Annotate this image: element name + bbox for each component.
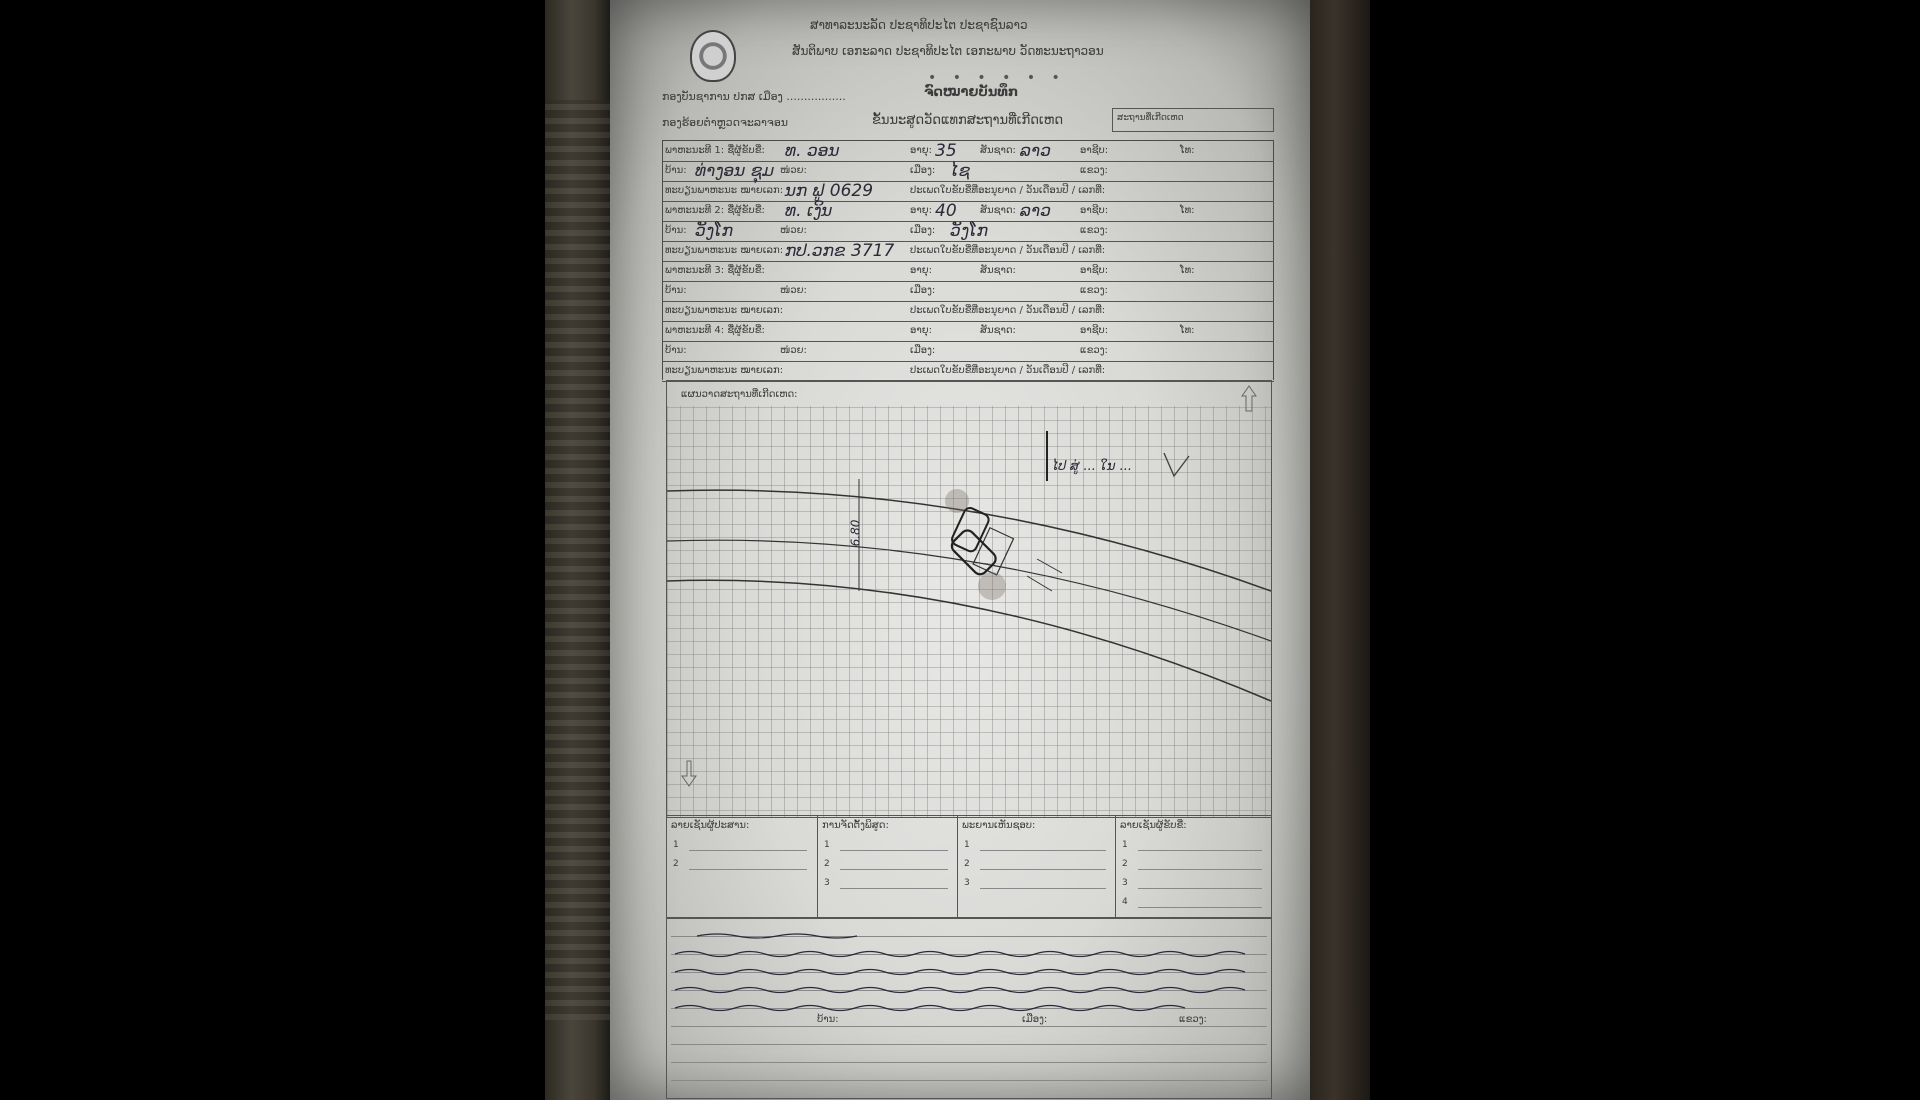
department-line-1: ກອງບັນຊາການ ປກສ ເມືອງ .................: [662, 90, 846, 103]
narrative-line: [671, 1026, 1267, 1027]
footer-province-label: ແຂວງ:: [1179, 1014, 1207, 1025]
vehicle-2-plate-label: ທະບຽນພາຫະນະ ໝາຍເລກ:: [665, 245, 784, 256]
vehicle-1-village: ທ່າງອນ ຊຸມ: [695, 161, 775, 181]
signature-line: [689, 850, 807, 851]
vehicle-2-district: ວັງໂກ: [950, 221, 989, 241]
signature-line: [840, 850, 948, 851]
vehicle-3-row-divider: [662, 321, 1274, 322]
signature-line-number: 1: [964, 840, 970, 850]
footer-district-label: ເມືອງ:: [1022, 1014, 1048, 1025]
vehicle-4-age-label: ອາຍຸ:: [910, 325, 932, 336]
vehicle-2-phone-label: ໂທ:: [1180, 205, 1195, 216]
vehicle-2-village: ວັງໂກ: [695, 221, 734, 241]
vehicle-3-occupation-label: ອາຊີບ:: [1080, 265, 1109, 276]
vehicle-2-owner-label: ພາຫະນະທີ 2: ຊື່ຜູ້ຂັບຂີ່:: [665, 205, 765, 216]
signature-column: [817, 816, 958, 918]
vehicle-3-owner-label: ພາຫະນະທີ 3: ຊື່ຜູ້ຂັບຂີ່:: [665, 265, 765, 276]
vehicle-3-village-label: ບ້ານ:: [665, 285, 687, 296]
signature-line-number: 2: [1122, 859, 1128, 869]
signature-line: [689, 869, 807, 870]
vehicle-2-unit-label: ໜ່ວຍ:: [780, 225, 807, 236]
vehicle-4-unit-label: ໜ່ວຍ:: [780, 345, 807, 356]
signature-line-number: 1: [1122, 840, 1128, 850]
narrative-line: [671, 1062, 1267, 1063]
vehicle-2-license-label: ປະເພດໃບຂັບຂີ່ທີ່ອະນຸຍາດ / ວັນເດືອນປີ / ເລກທີ່:: [910, 245, 1106, 256]
vehicle-3-age-label: ອາຍຸ:: [910, 265, 932, 276]
table-left-border: [662, 140, 663, 380]
vehicle-3-license-label: ປະເພດໃບຂັບຂີ່ທີ່ອະນຸຍາດ / ວັນເດືອນປີ / ເລກທີ່:: [910, 305, 1106, 316]
vehicle-4-phone-label: ໂທ:: [1180, 325, 1195, 336]
signature-line: [980, 850, 1106, 851]
vehicle-2-province-label: ແຂວງ:: [1080, 225, 1108, 236]
signature-line: [1138, 888, 1262, 889]
signature-line-number: 1: [824, 840, 830, 850]
vehicle-1-plate: ນກ ຟູ 0629: [785, 181, 874, 201]
form-subtitle: ຂັ້ນນະສູດວັດແທກສະຖານທີ່ເກີດເຫດ: [872, 113, 1064, 128]
signature-line-number: 2: [673, 859, 679, 869]
vehicle-1-nationality-label: ສັນຊາດ:: [980, 145, 1016, 156]
narrative-line: [671, 1044, 1267, 1045]
vehicle-2-plate: ກປ.ວກຂ 3717: [785, 241, 895, 261]
narrative-section: [666, 917, 1272, 1099]
vehicle-4-village-label: ບ້ານ:: [665, 345, 687, 356]
vehicle-3-nationality-label: ສັນຊາດ:: [980, 265, 1016, 276]
vehicle-1-license-label: ປະເພດໃບຂັບຂີ່ທີ່ອະນຸຍາດ / ວັນເດືອນປີ / ເລກທີ່:: [910, 185, 1106, 196]
table-top-border: [662, 140, 1274, 141]
vehicle-4-row-divider: [662, 361, 1274, 362]
vehicle-3-district-label: ເມືອງ:: [910, 285, 936, 296]
vehicle-2-age-label: ອາຍຸ:: [910, 205, 932, 216]
vehicle-1-province-label: ແຂວງ:: [1080, 165, 1108, 176]
header-dots: • • • • • •: [928, 70, 1066, 86]
scene-diagram-grid: [666, 380, 1272, 818]
vehicle-2-driver: ທ. ເງິນ: [785, 201, 833, 221]
diagram-label: ແຜນວາດສະຖານທີ່ເກີດເຫດ:: [681, 389, 798, 400]
vehicle-3-plate-label: ທະບຽນພາຫະນະ ໝາຍເລກ:: [665, 305, 784, 316]
vehicle-3-row-divider: [662, 281, 1274, 282]
signature-column-label: ລາຍເຊັນຜູ້ປະສານ:: [671, 820, 750, 831]
vehicle-3-province-label: ແຂວງ:: [1080, 285, 1108, 296]
vehicle-2-age: 40: [935, 201, 957, 221]
vehicle-4-owner-label: ພາຫະນະທີ 4: ຊື່ຜູ້ຂັບຂີ່:: [665, 325, 765, 336]
table-right-border: [1273, 140, 1274, 380]
vehicle-3-phone-label: ໂທ:: [1180, 265, 1195, 276]
signature-line-number: 4: [1122, 897, 1128, 907]
vehicle-1-unit-label: ໜ່ວຍ:: [780, 165, 807, 176]
signature-column-label: ພະຍານເຫັນຊອບ:: [962, 820, 1036, 831]
handwritten-narrative: [667, 924, 1271, 1024]
vehicle-2-nationality: ລາວ: [1020, 201, 1051, 221]
signature-column-label: ການຈັດຕັ້ງພິສູດ:: [822, 820, 889, 831]
signature-line-number: 2: [964, 859, 970, 869]
signature-column: [957, 816, 1116, 918]
background-board: [1305, 0, 1370, 1100]
signature-line-number: 3: [1122, 878, 1128, 888]
vehicle-2-row-divider: [662, 241, 1274, 242]
signature-line: [980, 888, 1106, 889]
stamp-label: ສະຖານທີ່ເກີດເຫດ: [1117, 113, 1184, 123]
signature-column: [667, 816, 817, 918]
header-line-1: ສາທາລະນະລັດ ປະຊາທິປະໄຕ ປະຊາຊົນລາວ: [810, 18, 1028, 32]
vehicle-2-nationality-label: ສັນຊາດ:: [980, 205, 1016, 216]
vehicle-1-nationality: ລາວ: [1020, 141, 1051, 161]
vehicle-2-row-divider: [662, 261, 1274, 262]
debris-mark: [978, 572, 1006, 600]
vehicle-1-plate-label: ທະບຽນພາຫະນະ ໝາຍເລກ:: [665, 185, 784, 196]
vehicle-1-driver: ທ. ວອນ: [785, 141, 840, 161]
vehicle-3-row-divider: [662, 301, 1274, 302]
vehicle-2-occupation-label: ອາຊີບ:: [1080, 205, 1109, 216]
header-line-2: ສັນຕິພາບ ເອກະລາດ ປະຊາທິປະໄຕ ເອກະພາບ ວັດທະນະຖາວອນ: [792, 44, 1104, 58]
signature-line-number: 1: [673, 840, 679, 850]
signature-line: [1138, 907, 1262, 908]
accident-report-form: [610, 0, 1310, 1100]
vehicle-1-phone-label: ໂທ:: [1180, 145, 1195, 156]
vehicle-4-province-label: ແຂວງ:: [1080, 345, 1108, 356]
vehicle-2-village-label: ບ້ານ:: [665, 225, 687, 236]
signature-table: [666, 815, 1272, 919]
signature-line: [840, 888, 948, 889]
vehicle-1-owner-label: ພາຫະນະທີ 1: ຊື່ຜູ້ຂັບຂີ່:: [665, 145, 765, 156]
vehicle-1-occupation-label: ອາຊີບ:: [1080, 145, 1109, 156]
signature-line-number: 3: [824, 878, 830, 888]
signature-column: [1115, 816, 1272, 918]
vehicle-1-district: ໄຊ: [950, 161, 970, 181]
signature-line-number: 3: [964, 878, 970, 888]
form-title: ຈົດໝາຍບັນທຶກ: [924, 85, 1019, 100]
vehicle-1-row-divider: [662, 201, 1274, 202]
government-seal-icon: [690, 30, 736, 82]
vehicle-4-row-divider: [662, 341, 1274, 342]
signature-line-number: 2: [824, 859, 830, 869]
vehicle-3-unit-label: ໜ່ວຍ:: [780, 285, 807, 296]
stamp-box: [1112, 108, 1274, 132]
vehicle-4-nationality-label: ສັນຊາດ:: [980, 325, 1016, 336]
vehicle-4-district-label: ເມືອງ:: [910, 345, 936, 356]
vehicle-4-license-label: ປະເພດໃບຂັບຂີ່ທີ່ອະນຸຍາດ / ວັນເດືອນປີ / ເລກທີ່:: [910, 365, 1106, 376]
department-line-2: ກອງຮ້ອຍຕຳຫຼວດຈະລາຈອນ: [662, 116, 789, 129]
signature-line: [1138, 869, 1262, 870]
vehicle-1-district-label: ເມືອງ:: [910, 165, 936, 176]
narrative-line: [671, 1080, 1267, 1081]
vehicle-4-occupation-label: ອາຊີບ:: [1080, 325, 1109, 336]
vehicle-1-age: 35: [935, 141, 957, 161]
vehicle-1-village-label: ບ້ານ:: [665, 165, 687, 176]
vehicle-1-row-divider: [662, 181, 1274, 182]
vehicle-1-age-label: ອາຍຸ:: [910, 145, 932, 156]
signature-line: [980, 869, 1106, 870]
vehicle-2-district-label: ເມືອງ:: [910, 225, 936, 236]
signature-line: [840, 869, 948, 870]
impact-mark: [945, 489, 969, 513]
vehicle-4-row-divider: [662, 381, 1274, 382]
footer-village-label: ບ້ານ:: [817, 1014, 839, 1025]
diagram-measurement: 6.80: [848, 519, 863, 547]
diagram-note: ໄປ ສູ່ ... ໃນ ...: [1052, 459, 1132, 474]
signature-column-label: ລາຍເຊັນຜູ້ຂັບຂີ່:: [1120, 820, 1187, 831]
background-wall: [545, 0, 611, 1100]
scene-diagram: [667, 381, 1271, 817]
vehicle-4-plate-label: ທະບຽນພາຫະນະ ໝາຍເລກ:: [665, 365, 784, 376]
signature-line: [1138, 850, 1262, 851]
